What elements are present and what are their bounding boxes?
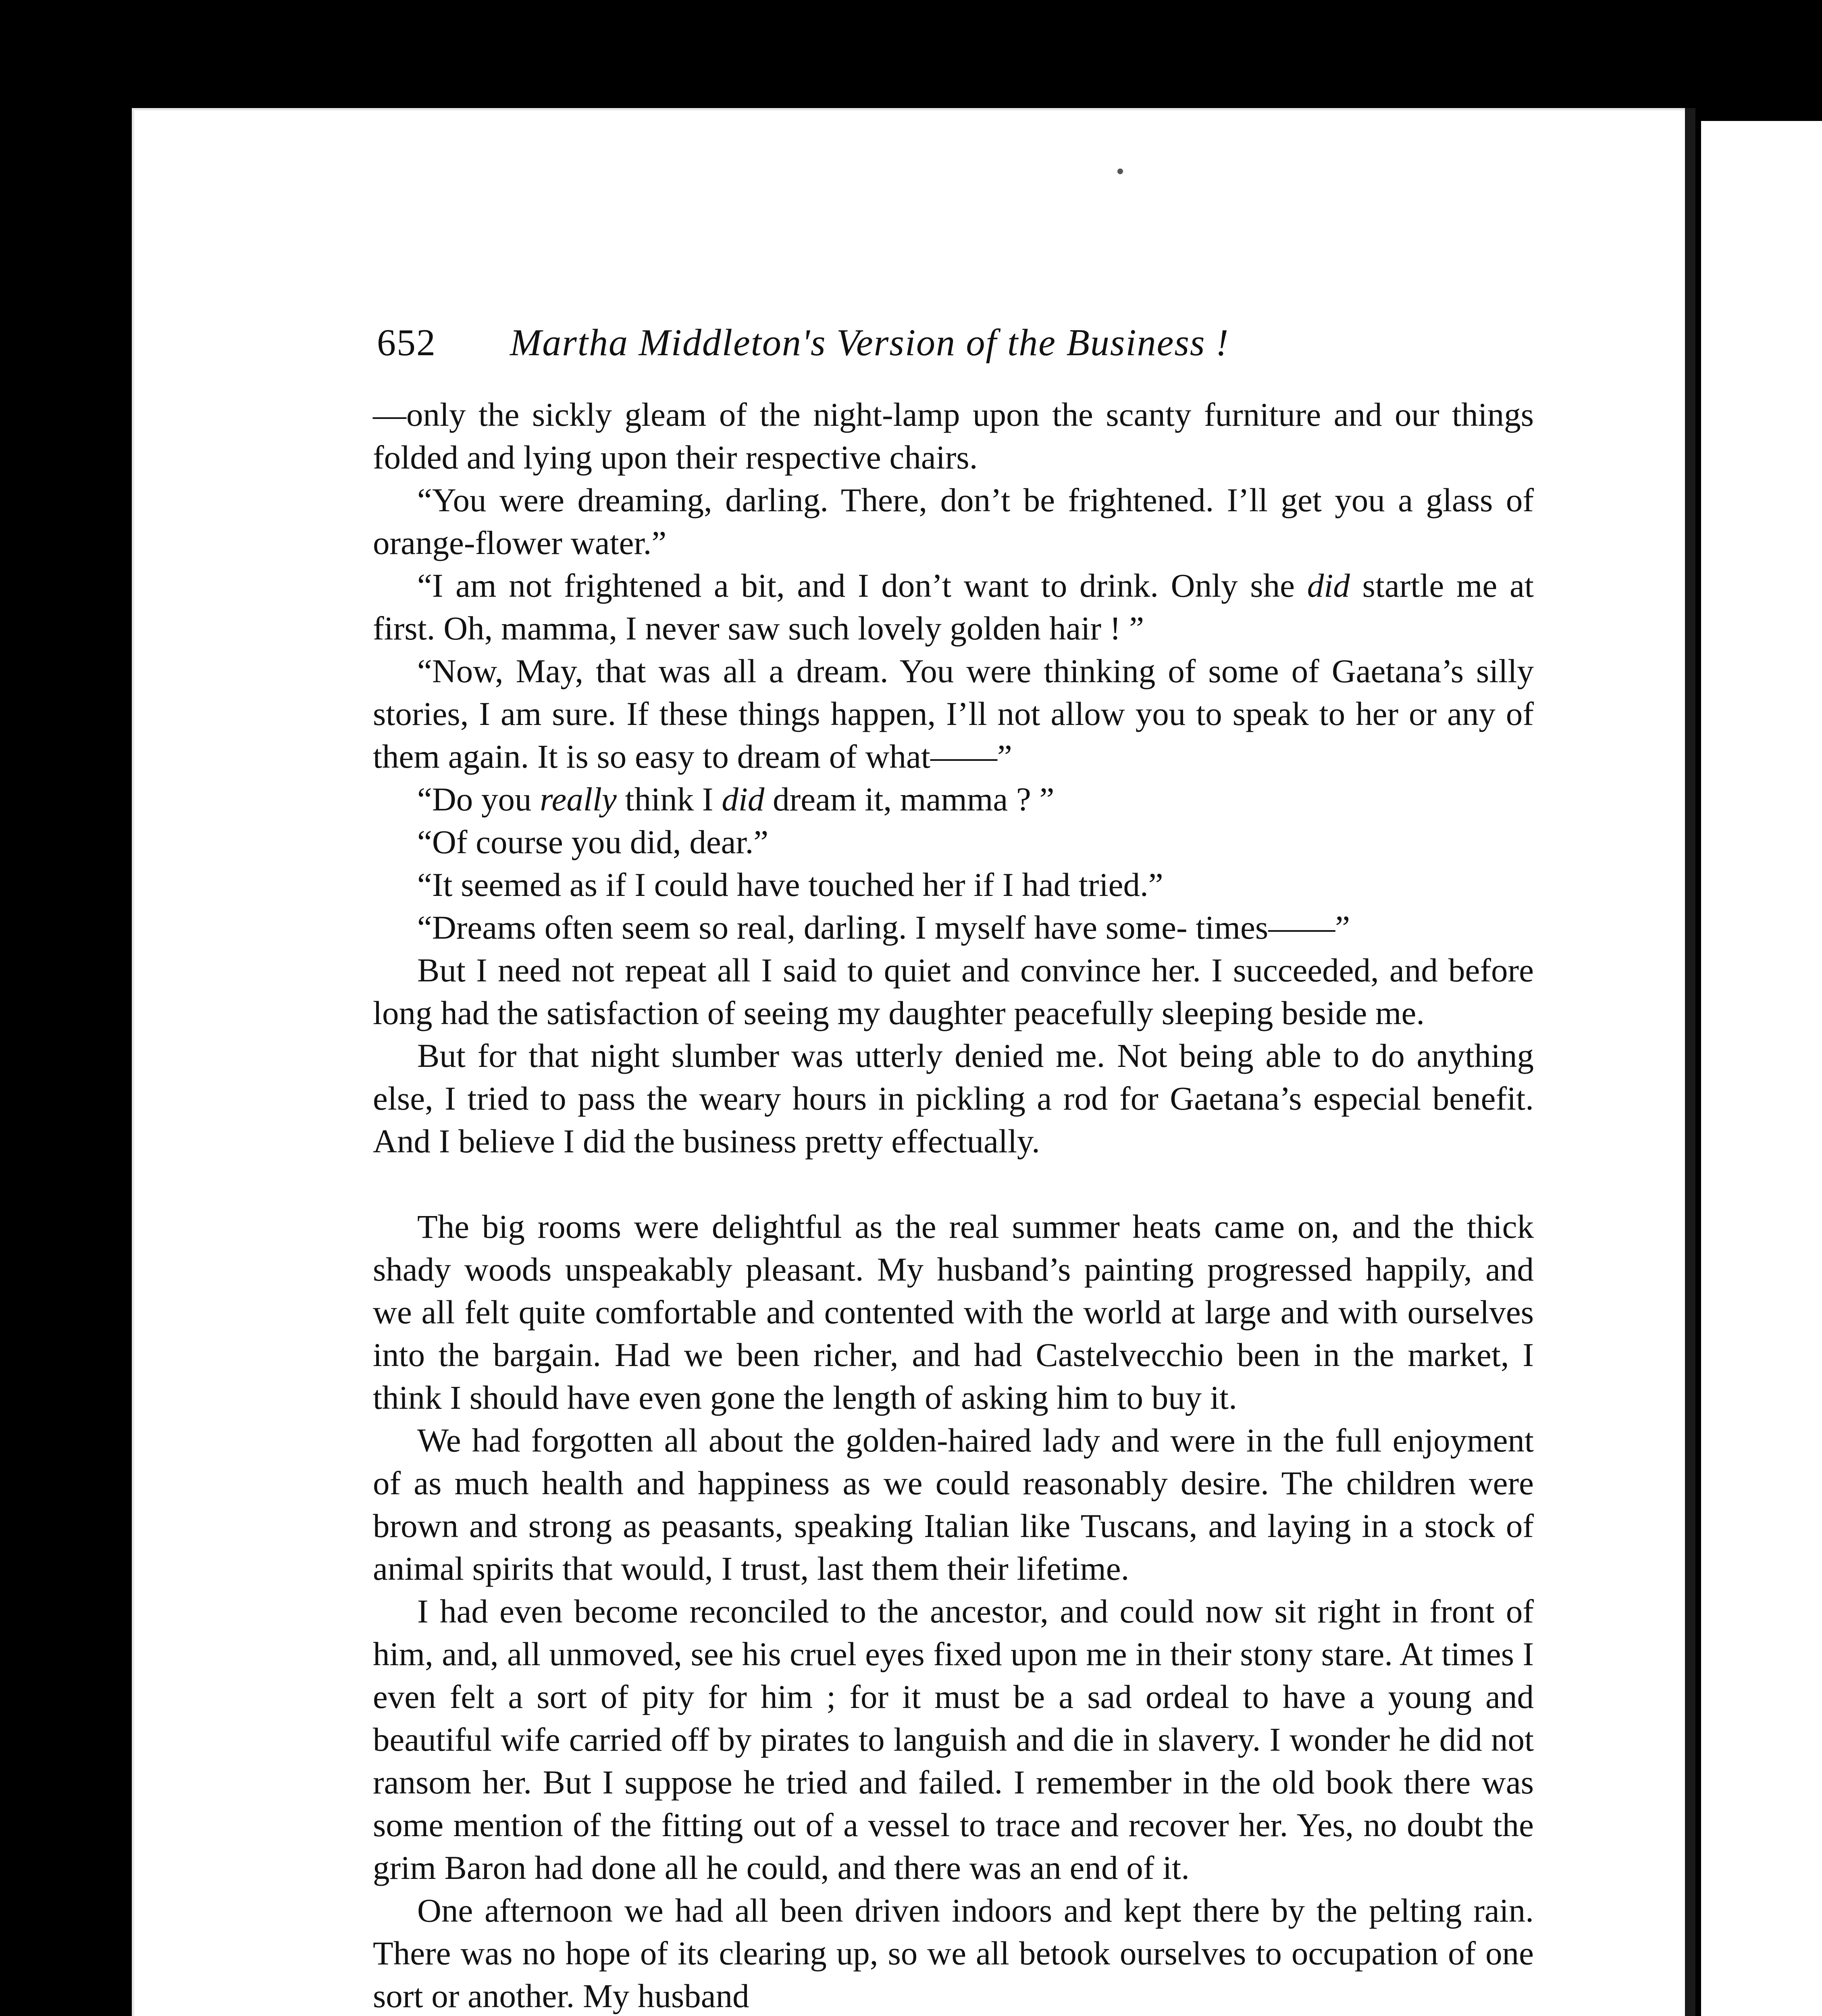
paragraph: [373, 564, 1534, 650]
paragraph: “You were dreaming, darling. There, don’t be frightened. I’ll get you a glass of orange-flower water.”: [373, 481, 1534, 561]
paragraph: I had even become reconciled to the ancestor, and could now sit right in front of him, and, all unmoved, see his cruel eyes fixed upon me in their stony stare. At times I even felt a sort of pity for him ; for it must be a sad ordeal to have a young and beautiful wife carried off by pirates to languish and die in slavery. I wonder he did not ransom her. But I suppose he tried and failed. I remember in the old book there was some mention of the fitting out of a vessel to trace and recover her. Yes, no doubt the grim Baron had done all he could, and there was an end of it.: [373, 1593, 1534, 1886]
text-run: “I am not frightened a bit, and I don’t want to drink. Only she: [417, 567, 1307, 604]
body-text: [373, 393, 1534, 2016]
italic-text: did: [722, 781, 765, 818]
paragraph: “It seemed as if I could have touched her if I had tried.”: [417, 866, 1163, 903]
section-break: [373, 1162, 1534, 1205]
paragraph: —only the sickly gleam of the night-lamp upon the scanty furniture and our things folded and lying upon their respective chairs.: [373, 396, 1534, 476]
running-head: [377, 319, 1538, 367]
paragraph: The big rooms were delightful as the real summer heats came on, and the thick shady woods unspeakably pleasant. My husband’s painting progressed happily, and we all felt quite comfortable and contented with the world at large and with ourselves into the bargain. Had we been richer, and had Castelvecchio been in the market, I think I should have even gone the length of asking him to buy it.: [373, 1208, 1534, 1416]
facing-page-edge: [1701, 121, 1822, 2016]
paragraph: “Dreams often seem so real, darling. I myself have some- times——”: [417, 909, 1350, 946]
paragraph: “Of course you did, dear.”: [417, 823, 769, 860]
italic-text: did: [1307, 567, 1350, 604]
paragraph: But for that night slumber was utterly denied me. Not being able to do anything else, I tried to pass the weary hours in pickling a rod for Gaetana’s especial benefit. And I believe I did the business pretty effectually.: [373, 1037, 1534, 1160]
paragraph: But I need not repeat all I said to quiet and convince her. I succeeded, and before long had the satisfaction of seeing my daughter peacefully sleeping beside me.: [373, 952, 1534, 1031]
paragraph: “Now, May, that was all a dream. You were thinking of some of Gaetana’s silly stories, I am sure. If these things happen, I’ll not allow you to speak to her or any of them again. It is so easy to dream of what——”: [373, 652, 1534, 775]
page-gutter-shadow: [1685, 108, 1695, 2016]
paragraph: One afternoon we had all been driven indoors and kept there by the pelting rain. There was no hope of its clearing up, so we all betook ourselves to occupation of one sort or another. My husband: [373, 1892, 1534, 2014]
italic-text: really: [540, 781, 617, 818]
paragraph: [373, 778, 1534, 821]
running-head-title: Martha Middleton's Version of the Business !: [510, 322, 1229, 364]
text-run: startle me at first. Oh, mamma, I never saw such lovely golden hair ! ”: [373, 567, 1534, 647]
paragraph: We had forgotten all about the golden-haired lady and were in the full enjoyment of as much health and happiness as we could reasonably desire. The children were brown and strong as peasants, speaking Italian like Tuscans, and laying in a stock of animal spirits that would, I trust, last them their lifetime.: [373, 1422, 1534, 1587]
text-run: think I: [616, 781, 722, 818]
paper-speck: [1117, 169, 1123, 174]
text-run: “Do you: [417, 781, 540, 818]
text-run: dream it, mamma ? ”: [764, 781, 1055, 818]
page-number: 652: [377, 322, 436, 364]
